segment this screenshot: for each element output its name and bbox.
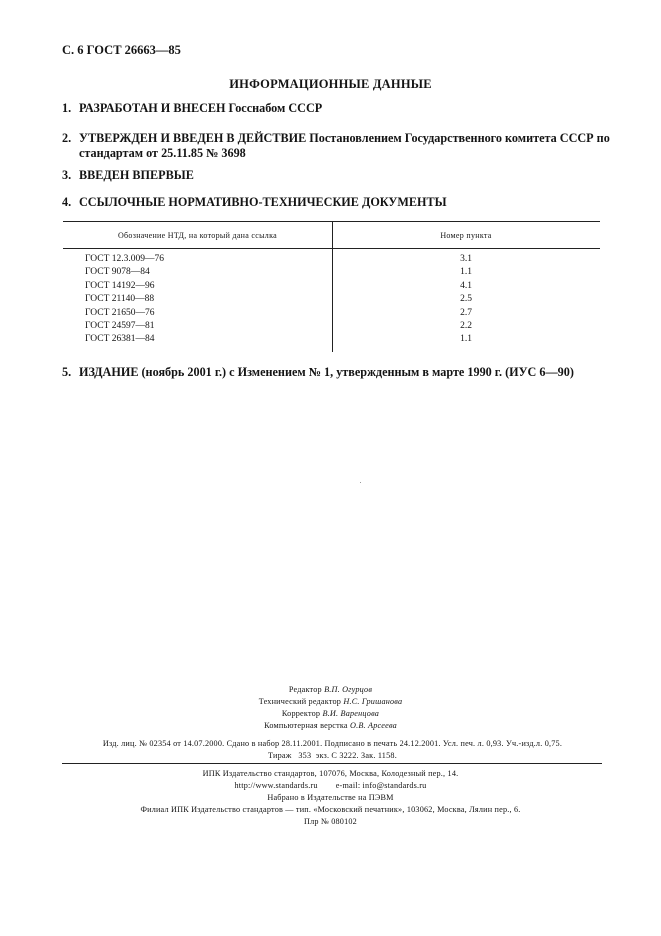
- section-number: 1.: [62, 101, 72, 115]
- reference-table: [63, 221, 600, 352]
- credit-role: Корректор: [281, 709, 321, 718]
- section-heading: ВВЕДЕН ВПЕРВЫЕ: [79, 168, 194, 182]
- table-row: [63, 294, 600, 307]
- credit-role: Технический редактор: [258, 697, 342, 706]
- credit-name: В.П. Огурцов: [324, 685, 373, 694]
- page-title: ИНФОРМАЦИОННЫЕ ДАННЫЕ: [229, 77, 432, 91]
- credit-name: Н.С. Гришанова: [343, 697, 403, 706]
- credit-line-tech-editor: [0, 696, 661, 708]
- credit-line-proofreader: [0, 708, 661, 720]
- section-number: 2.: [62, 131, 72, 145]
- credits-block: [0, 684, 661, 732]
- publisher-line: ИПК Издательство стандартов, 107076, Москва, Колодезный пер., 14.: [202, 769, 459, 778]
- imprint-block: [60, 738, 605, 761]
- publisher-line: Плр № 080102: [304, 817, 357, 826]
- page-header: С. 6 ГОСТ 26663—85: [62, 43, 181, 57]
- credit-line-layout: [0, 720, 661, 732]
- table-cell-clause: 1.1: [460, 334, 472, 345]
- table-cell-clause: 3.1: [460, 254, 472, 264]
- section-number: 5.: [62, 365, 72, 379]
- table-cell-document: ГОСТ 21140—88: [85, 294, 155, 305]
- credit-role: Редактор: [288, 685, 322, 694]
- publisher-contacts: [0, 780, 661, 792]
- section-heading: ССЫЛОЧНЫЕ НОРМАТИВНО-ТЕХНИЧЕСКИЕ ДОКУМЕНТЫ: [79, 195, 447, 209]
- section-number: 3.: [62, 168, 72, 182]
- table-cell-clause: 2.7: [460, 307, 472, 318]
- table-row: [63, 254, 600, 267]
- table-header-clause: Номер пункта: [440, 231, 492, 240]
- publisher-line: Филиал ИПК Издательство стандартов — тип. «Московский печатник», 103062, Москва, Лялин пер., 6.: [140, 805, 521, 814]
- table-row: [63, 308, 600, 321]
- imprint-line: Тираж 353 экз. С 3222. Зак. 1158.: [268, 750, 397, 760]
- imprint-line: Изд. лиц. № 02354 от 14.07.2000. Сдано в набор 28.11.2001. Подписано в печать 24.12.2001. Усл. печ. л. 0,93. Уч.-изд.л. 0,75.: [102, 739, 563, 748]
- section-heading: УТВЕРЖДЕН И ВВЕДЕН В ДЕЙСТВИЕ: [79, 131, 307, 145]
- section-heading: РАЗРАБОТАН И ВНЕСЕН: [79, 101, 226, 115]
- footer-divider: [62, 763, 602, 764]
- table-row: [63, 267, 600, 280]
- table-cell-document: ГОСТ 24597—81: [85, 320, 155, 331]
- section-2: [62, 131, 622, 163]
- credit-line-editor: [0, 684, 661, 696]
- table-row: [63, 321, 600, 334]
- section-text: Госснабом СССР: [225, 101, 323, 115]
- table-cell-document: ГОСТ 21650—76: [85, 307, 155, 318]
- credit-name: В.И. Варенцова: [322, 709, 380, 718]
- section-text: Постановлением Государственного комитета СССР по стандартам от 25.11.85 № 3698: [79, 131, 610, 160]
- section-5: [62, 365, 622, 381]
- publisher-website: http://www.standards.ru: [234, 781, 318, 790]
- section-number: 4.: [62, 195, 72, 209]
- table-header-document: Обозначение НТД, на который дана ссылка: [117, 231, 278, 240]
- section-4: [62, 195, 622, 211]
- section-heading: ИЗДАНИЕ: [79, 365, 139, 379]
- table-row: [63, 281, 600, 294]
- table-row: [63, 334, 600, 347]
- credit-role: Компьютерная верстка: [264, 721, 348, 730]
- table-cell-clause: 2.2: [460, 320, 472, 331]
- section-3: [62, 168, 622, 184]
- publisher-email: e-mail: info@standards.ru: [335, 781, 427, 790]
- table-cell-clause: 1.1: [460, 267, 472, 278]
- table-cell-document: ГОСТ 9078—84: [85, 267, 150, 278]
- table-cell-clause: 4.1: [460, 280, 472, 291]
- table-cell-document: ГОСТ 14192—96: [85, 280, 155, 291]
- table-cell-document: ГОСТ 26381—84: [85, 334, 155, 345]
- section-1: [62, 101, 622, 117]
- table-cell-document: ГОСТ 12.3.009—76: [85, 254, 164, 264]
- section-text: (ноябрь 2001 г.) с Изменением № 1, утвержденным в марте 1990 г. (ИУС 6—90): [138, 365, 574, 379]
- credit-name: О.В. Арсеева: [350, 721, 397, 730]
- publisher-line: Набрано в Издательстве на ПЭВМ: [267, 793, 394, 802]
- publisher-block: [0, 768, 661, 828]
- table-cell-clause: 2.5: [460, 294, 472, 305]
- stray-dot: [360, 482, 361, 483]
